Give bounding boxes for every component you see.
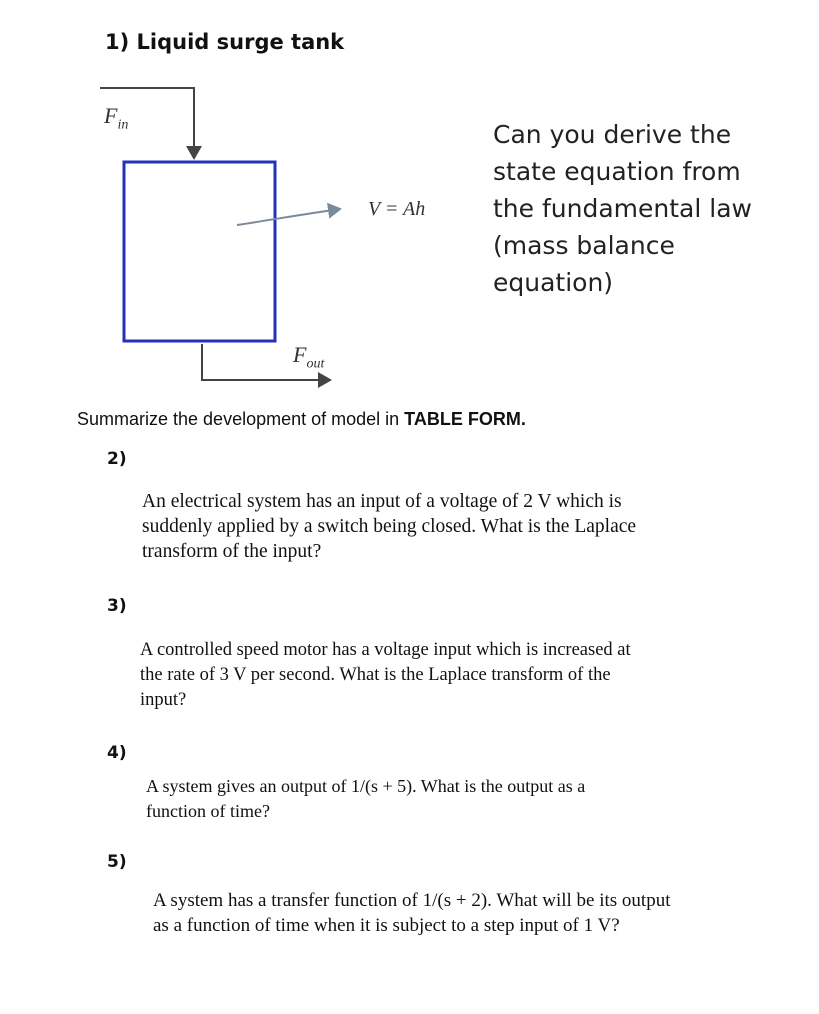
question-1-number: 1) — [105, 30, 130, 54]
question-4-number: 4) — [107, 743, 127, 763]
question-5-text: A system has a transfer function of 1/(s + 2). What will be its output as a function of time when it is subject to a step input of 1 V? — [153, 890, 671, 936]
prompt-line: state equation from — [493, 157, 741, 186]
question-5-number: 5) — [107, 852, 127, 872]
f-in-label: $F_{in}$ — [104, 103, 129, 133]
volume-pointer-arrow — [237, 209, 340, 225]
tank-rectangle — [124, 162, 275, 341]
question-3-text: A controlled speed motor has a voltage input which is increased at the rate of 3 V per second. What is the Laplace transform of the input? — [140, 640, 631, 710]
question-4-text: A system gives an output of 1/(s + 5). What is the output as a function of time? — [146, 776, 586, 821]
derive-prompt — [493, 116, 752, 301]
prompt-line: the fundamental law — [493, 194, 752, 223]
summary-instruction: Summarize the development of model in TABLE FORM. — [77, 409, 526, 429]
f-out-label: $F_{out}$ — [293, 342, 325, 372]
question-1-title: Liquid surge tank — [136, 30, 345, 54]
prompt-line: (mass balance — [493, 231, 675, 260]
question-2-text: An electrical system has an input of a voltage of 2 V which is suddenly applied by a switch being closed. What is the Laplace transform of the input? — [142, 491, 637, 562]
volume-label: V = Ah — [368, 198, 426, 220]
question-3-number: 3) — [107, 596, 127, 616]
table-form-emphasis: TABLE FORM. — [404, 409, 526, 429]
question-2-number: 2) — [107, 449, 127, 469]
prompt-line: equation) — [493, 268, 614, 297]
prompt-line: Can you derive the — [493, 120, 732, 149]
